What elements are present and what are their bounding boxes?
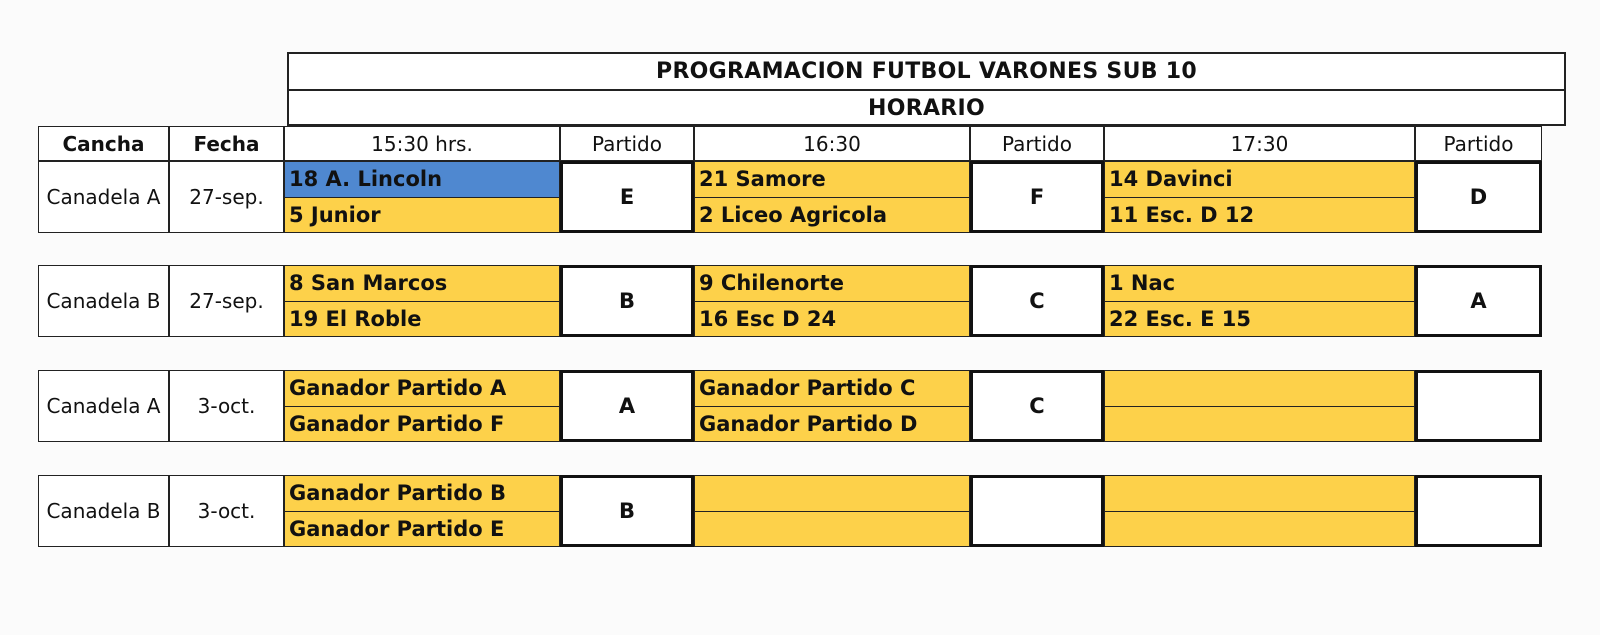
cancha-cell: Canadela B	[38, 265, 169, 337]
team-name: 5 Junior	[285, 197, 559, 233]
team-name: 18 A. Lincoln	[285, 162, 559, 197]
team-name: Ganador Partido F	[285, 406, 559, 442]
team-name: 22 Esc. E 15	[1105, 301, 1414, 337]
match-slot	[694, 161, 970, 233]
schedule-row	[38, 265, 1542, 337]
team-name: 19 El Roble	[285, 301, 559, 337]
team-name: Ganador Partido C	[695, 371, 969, 406]
page-title: PROGRAMACION FUTBOL VARONES SUB 10	[656, 59, 1197, 84]
team-name: Ganador Partido A	[285, 371, 559, 406]
team-name: 16 Esc D 24	[695, 301, 969, 337]
team-name: 14 Davinci	[1105, 162, 1414, 197]
cancha-cell: Canadela A	[38, 370, 169, 442]
partido-label: C	[970, 370, 1104, 442]
team-name: Ganador Partido B	[285, 476, 559, 511]
table-header-row	[38, 126, 1542, 161]
header-partido-1: Partido	[560, 126, 694, 161]
match-slot	[1104, 475, 1415, 547]
cancha-cell: Canadela B	[38, 475, 169, 547]
header-slot-2: 16:30	[694, 126, 970, 161]
fecha-cell: 27-sep.	[169, 161, 284, 233]
team-name: 21 Samore	[695, 162, 969, 197]
schedule-row	[38, 370, 1542, 442]
partido-label	[970, 475, 1104, 547]
header-partido-2: Partido	[970, 126, 1104, 161]
fecha-cell: 3-oct.	[169, 475, 284, 547]
match-slot	[694, 370, 970, 442]
team-name: 8 San Marcos	[285, 266, 559, 301]
schedule-subtitle: HORARIO	[289, 89, 1564, 126]
fecha-cell: 3-oct.	[169, 370, 284, 442]
partido-label: A	[560, 370, 694, 442]
schedule-row	[38, 475, 1542, 547]
team-name	[695, 511, 969, 547]
team-name: Ganador Partido E	[285, 511, 559, 547]
partido-label	[1415, 370, 1542, 442]
partido-label: F	[970, 161, 1104, 233]
partido-label	[1415, 475, 1542, 547]
team-name: Ganador Partido D	[695, 406, 969, 442]
schedule-title-block	[287, 52, 1566, 126]
match-slot	[1104, 370, 1415, 442]
team-name	[1105, 476, 1414, 511]
partido-label: E	[560, 161, 694, 233]
team-name	[1105, 406, 1414, 442]
header-slot-3: 17:30	[1104, 126, 1415, 161]
match-slot	[694, 265, 970, 337]
partido-label: A	[1415, 265, 1542, 337]
match-slot	[284, 265, 560, 337]
header-fecha: Fecha	[169, 126, 284, 161]
team-name	[1105, 371, 1414, 406]
match-slot	[284, 161, 560, 233]
match-slot	[284, 370, 560, 442]
team-name: 9 Chilenorte	[695, 266, 969, 301]
team-name: 11 Esc. D 12	[1105, 197, 1414, 233]
header-cancha: Cancha	[38, 126, 169, 161]
match-slot	[1104, 161, 1415, 233]
match-slot	[1104, 265, 1415, 337]
match-slot	[284, 475, 560, 547]
fecha-cell: 27-sep.	[169, 265, 284, 337]
partido-label: B	[560, 475, 694, 547]
header-slot-1: 15:30 hrs.	[284, 126, 560, 161]
partido-label: D	[1415, 161, 1542, 233]
match-slot	[694, 475, 970, 547]
partido-label: B	[560, 265, 694, 337]
partido-label: C	[970, 265, 1104, 337]
cancha-cell: Canadela A	[38, 161, 169, 233]
team-name	[1105, 511, 1414, 547]
team-name: 1 Nac	[1105, 266, 1414, 301]
team-name: 2 Liceo Agricola	[695, 197, 969, 233]
schedule-row	[38, 161, 1542, 233]
header-partido-3: Partido	[1415, 126, 1542, 161]
team-name	[695, 476, 969, 511]
